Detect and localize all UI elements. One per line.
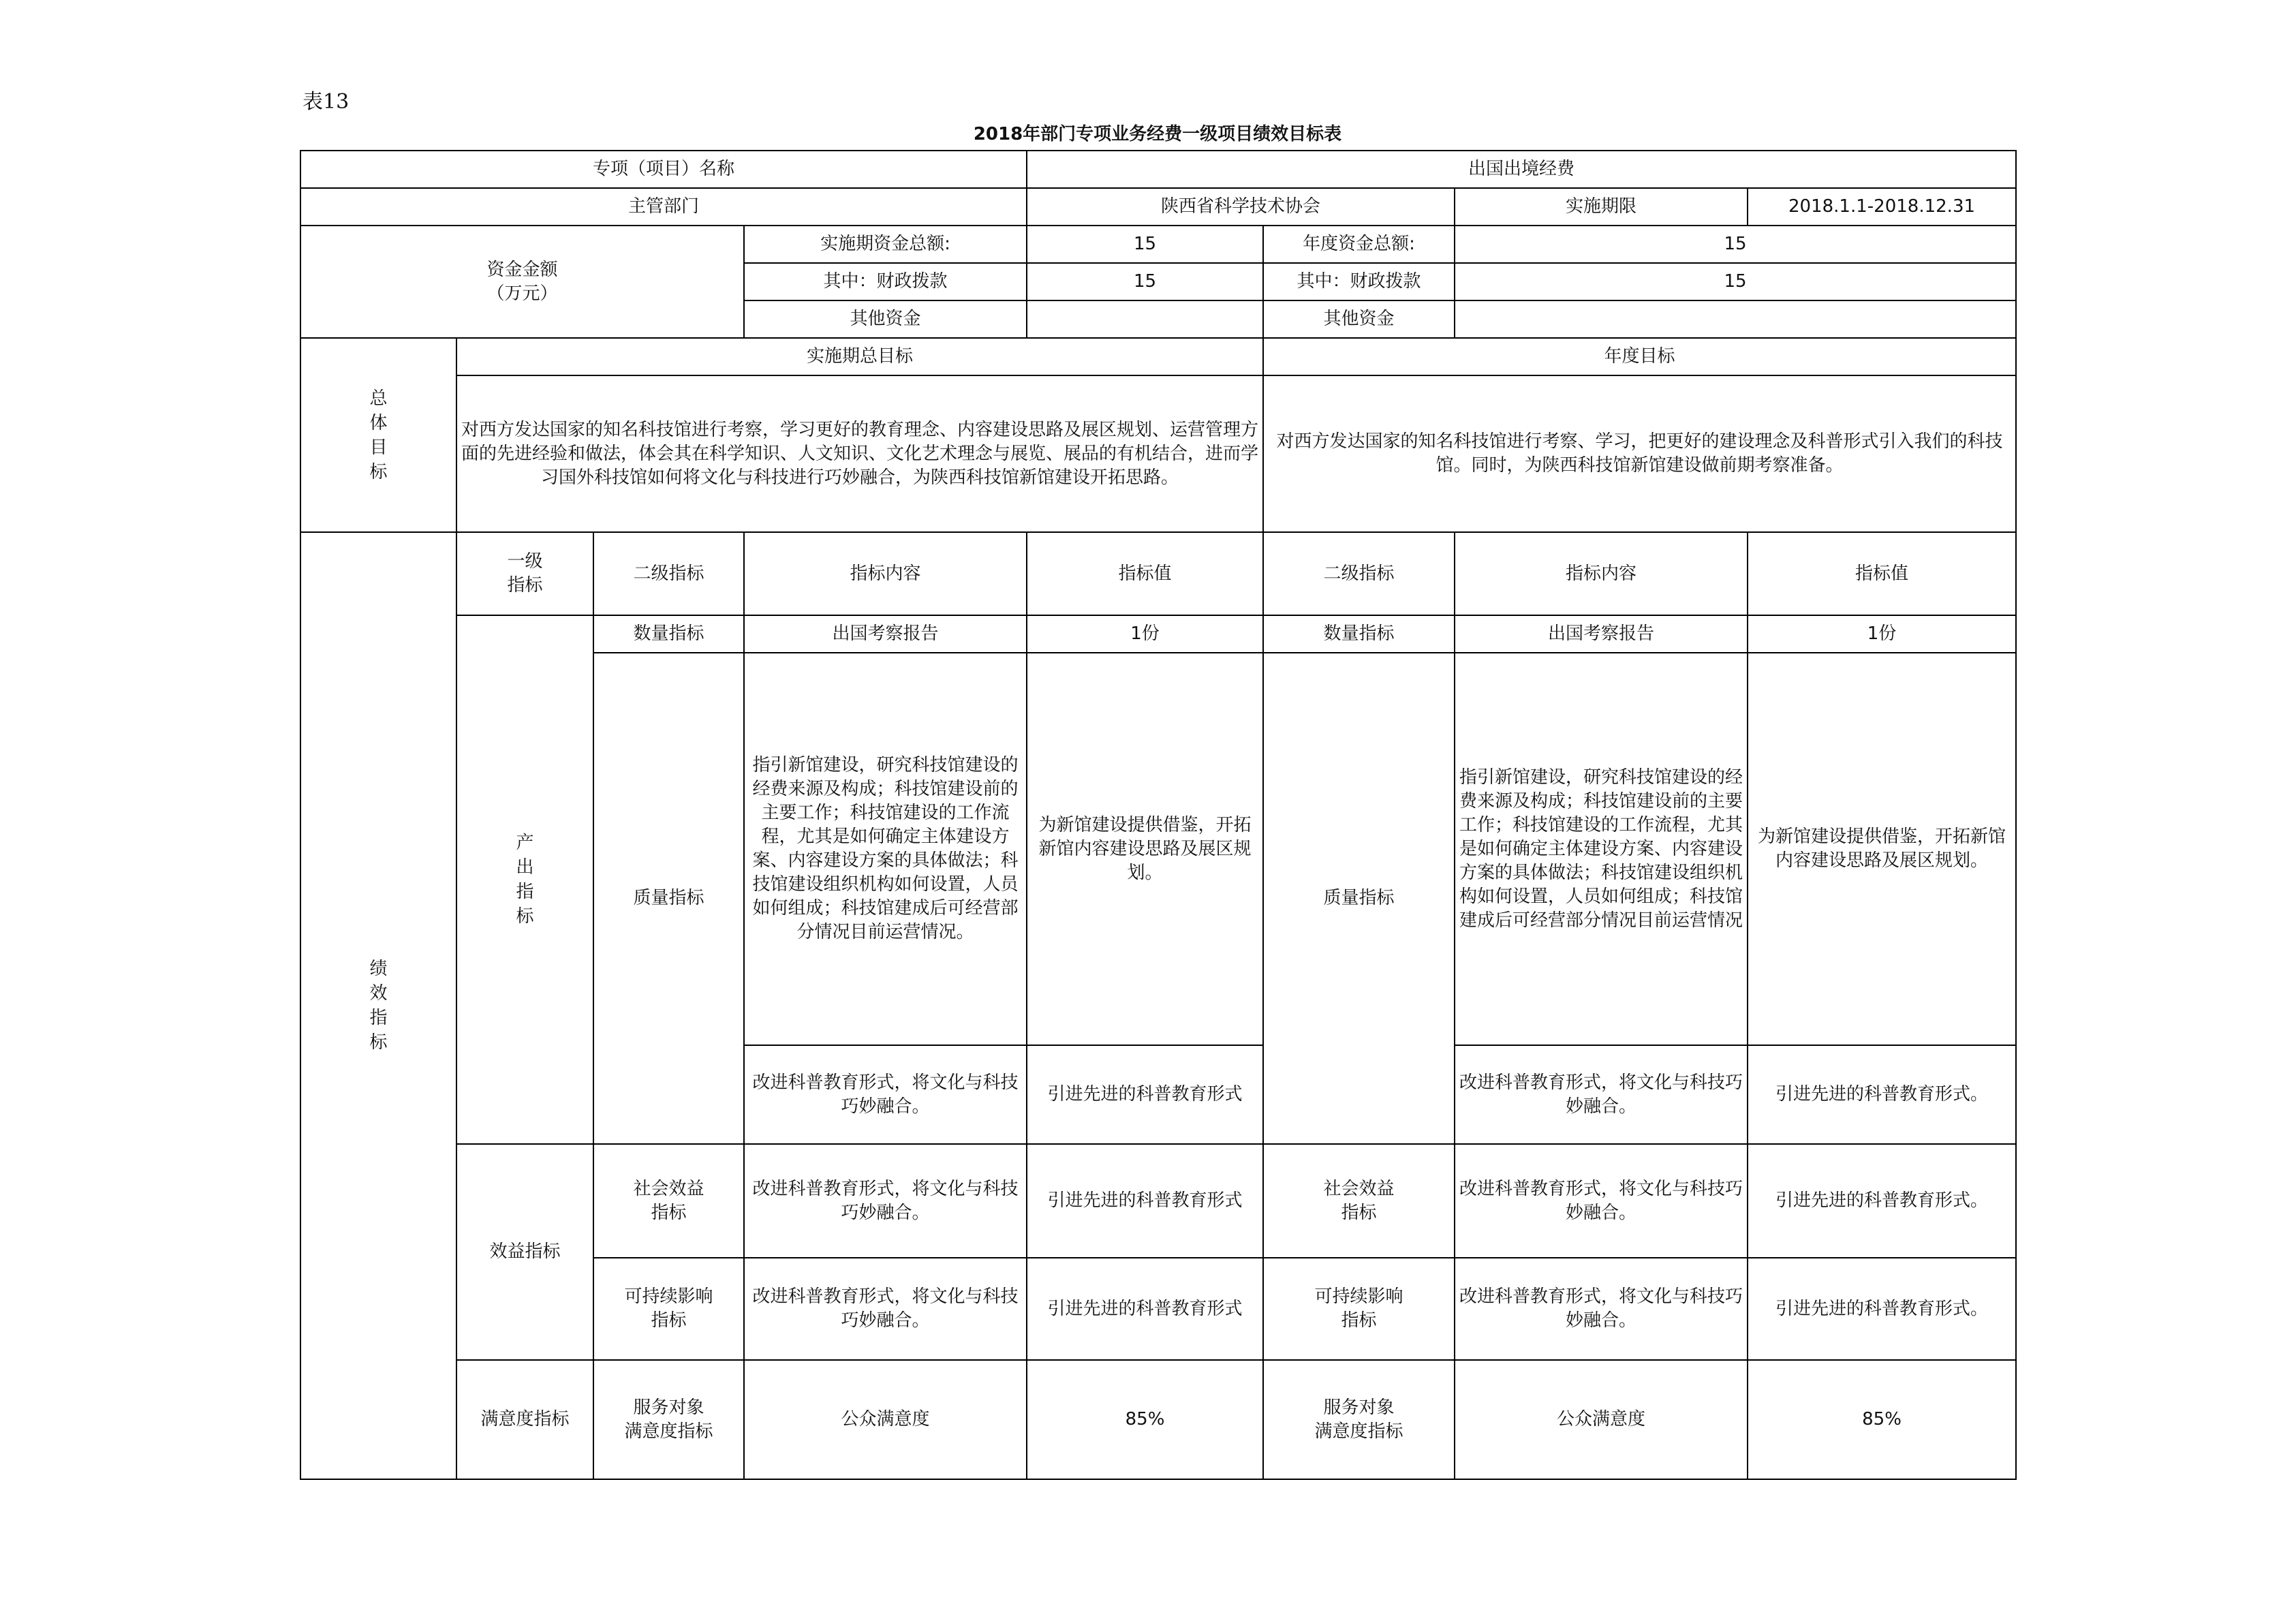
annual-social-benefit-value: 引进先进的科普教育形式。 [1748, 1144, 2016, 1258]
social-benefit-label: 社会效益 指标 [593, 1144, 744, 1258]
performance-indicator-label: 绩 效 指 标 [369, 959, 388, 1053]
annual-social-benefit-content: 改进科普教育形式，将文化与科技巧妙融合。 [1455, 1144, 1748, 1258]
annual-quantity-value: 1份 [1748, 615, 2016, 653]
quantity-label: 数量指标 [593, 615, 744, 653]
level2-header: 二级指标 [593, 532, 744, 615]
annual-content-header: 指标内容 [1455, 532, 1748, 615]
impl-other-label: 其他资金 [744, 300, 1027, 338]
project-name-value: 出国出境经费 [1027, 151, 2016, 188]
annual-sustain-impact-label: 可持续影响 指标 [1263, 1258, 1455, 1360]
annual-fiscal-label: 其中：财政拨款 [1263, 263, 1455, 300]
sustain-impact-value: 引进先进的科普教育形式 [1027, 1258, 1263, 1360]
annual-other-value [1455, 300, 2016, 338]
funds-label: 资金金额 （万元） [300, 226, 744, 338]
benefit-indicator-label: 效益指标 [456, 1144, 593, 1360]
annual-quality-value: 为新馆建设提供借鉴，开拓新馆内容建设思路及展区规划。 [1748, 653, 2016, 1045]
impl-total-value: 15 [1027, 226, 1263, 263]
annual-value-header: 指标值 [1748, 532, 2016, 615]
social-benefit-value: 引进先进的科普教育形式 [1027, 1144, 1263, 1258]
annual-target-header: 年度目标 [1263, 338, 2016, 375]
annual-fiscal-value: 15 [1455, 263, 2016, 300]
annual-quality-content: 指引新馆建设，研究科技馆建设的经费来源及构成；科技馆建设前的主要工作；科技馆建设的工作流程，尤其是如何确定主体建设方案、内容建设方案的具体做法；科技馆建设组织机构如何设置，人员如何组成；科技馆建成后可经营部分情况目前运营情况 [1455, 653, 1748, 1045]
level1-header: 一级 指标 [456, 532, 593, 615]
annual-satisfaction-content: 公众满意度 [1455, 1360, 1748, 1479]
output-indicator-cell [456, 615, 593, 1144]
performance-indicator-cell [300, 532, 456, 1479]
quality-label: 质量指标 [593, 653, 744, 1144]
annual-level2-header: 二级指标 [1263, 532, 1455, 615]
impl-target-header: 实施期总目标 [456, 338, 1263, 375]
table-number: 表13 [302, 90, 350, 114]
dept-value: 陕西省科学技术协会 [1027, 188, 1455, 226]
impl-fiscal-label: 其中：财政拨款 [744, 263, 1027, 300]
overall-target-label: 总 体 目 标 [369, 388, 388, 482]
quantity-content: 出国考察报告 [744, 615, 1027, 653]
dept-label: 主管部门 [300, 188, 1027, 226]
annual-sustain-impact-value: 引进先进的科普教育形式。 [1748, 1258, 2016, 1360]
annual-satisfaction-label: 服务对象 满意度指标 [1263, 1360, 1455, 1479]
period-value: 2018.1.1-2018.12.31 [1748, 188, 2016, 226]
quality-content: 指引新馆建设，研究科技馆建设的经费来源及构成；科技馆建设前的主要工作；科技馆建设的工作流程，尤其是如何确定主体建设方案、内容建设方案的具体做法；科技馆建设组织机构如何设置，人员如何组成；科技馆建成后可经营部分情况目前运营情况。 [744, 653, 1027, 1045]
impl-total-label: 实施期资金总额: [744, 226, 1027, 263]
annual-total-label: 年度资金总额: [1263, 226, 1455, 263]
impl-target-text: 对西方发达国家的知名科技馆进行考察，学习更好的教育理念、内容建设思路及展区规划、运营管理方面的先进经验和做法，体会其在科学知识、人文知识、文化艺术理念与展览、展品的有机结合，进而学习国外科技馆如何将文化与科技进行巧妙融合，为陕西科技馆新馆建设开拓思路。 [456, 375, 1263, 532]
satisfaction-label: 服务对象 满意度指标 [593, 1360, 744, 1479]
annual-quality-content-2: 改进科普教育形式，将文化与科技巧妙融合。 [1455, 1045, 1748, 1144]
annual-quantity-content: 出国考察报告 [1455, 615, 1748, 653]
quality-value-2: 引进先进的科普教育形式 [1027, 1045, 1263, 1144]
satisfaction-value: 85% [1027, 1360, 1263, 1479]
sustain-impact-label: 可持续影响 指标 [593, 1258, 744, 1360]
value-header: 指标值 [1027, 532, 1263, 615]
social-benefit-content: 改进科普教育形式，将文化与科技巧妙融合。 [744, 1144, 1027, 1258]
satisfaction-indicator-label: 满意度指标 [456, 1360, 593, 1479]
annual-quantity-label: 数量指标 [1263, 615, 1455, 653]
annual-quality-label: 质量指标 [1263, 653, 1455, 1144]
annual-target-text: 对西方发达国家的知名科技馆进行考察、学习，把更好的建设理念及科普形式引入我们的科技馆。同时，为陕西科技馆新馆建设做前期考察准备。 [1263, 375, 2016, 532]
impl-other-value [1027, 300, 1263, 338]
content-header: 指标内容 [744, 532, 1027, 615]
document-title: 2018年部门专项业务经费一级项目绩效目标表 [973, 124, 1342, 144]
sustain-impact-content: 改进科普教育形式，将文化与科技巧妙融合。 [744, 1258, 1027, 1360]
annual-total-value: 15 [1455, 226, 2016, 263]
overall-target-cell [300, 338, 456, 532]
satisfaction-content: 公众满意度 [744, 1360, 1027, 1479]
annual-sustain-impact-content: 改进科普教育形式，将文化与科技巧妙融合。 [1455, 1258, 1748, 1360]
project-name-label: 专项（项目）名称 [300, 151, 1027, 188]
quantity-value: 1份 [1027, 615, 1263, 653]
period-label: 实施期限 [1455, 188, 1748, 226]
performance-target-table [300, 150, 2017, 1480]
annual-satisfaction-value: 85% [1748, 1360, 2016, 1479]
impl-fiscal-value: 15 [1027, 263, 1263, 300]
quality-value: 为新馆建设提供借鉴，开拓新馆内容建设思路及展区规划。 [1027, 653, 1263, 1045]
output-indicator-label: 产 出 指 标 [516, 833, 534, 927]
annual-other-label: 其他资金 [1263, 300, 1455, 338]
quality-content-2: 改进科普教育形式，将文化与科技巧妙融合。 [744, 1045, 1027, 1144]
annual-social-benefit-label: 社会效益 指标 [1263, 1144, 1455, 1258]
annual-quality-value-2: 引进先进的科普教育形式。 [1748, 1045, 2016, 1144]
